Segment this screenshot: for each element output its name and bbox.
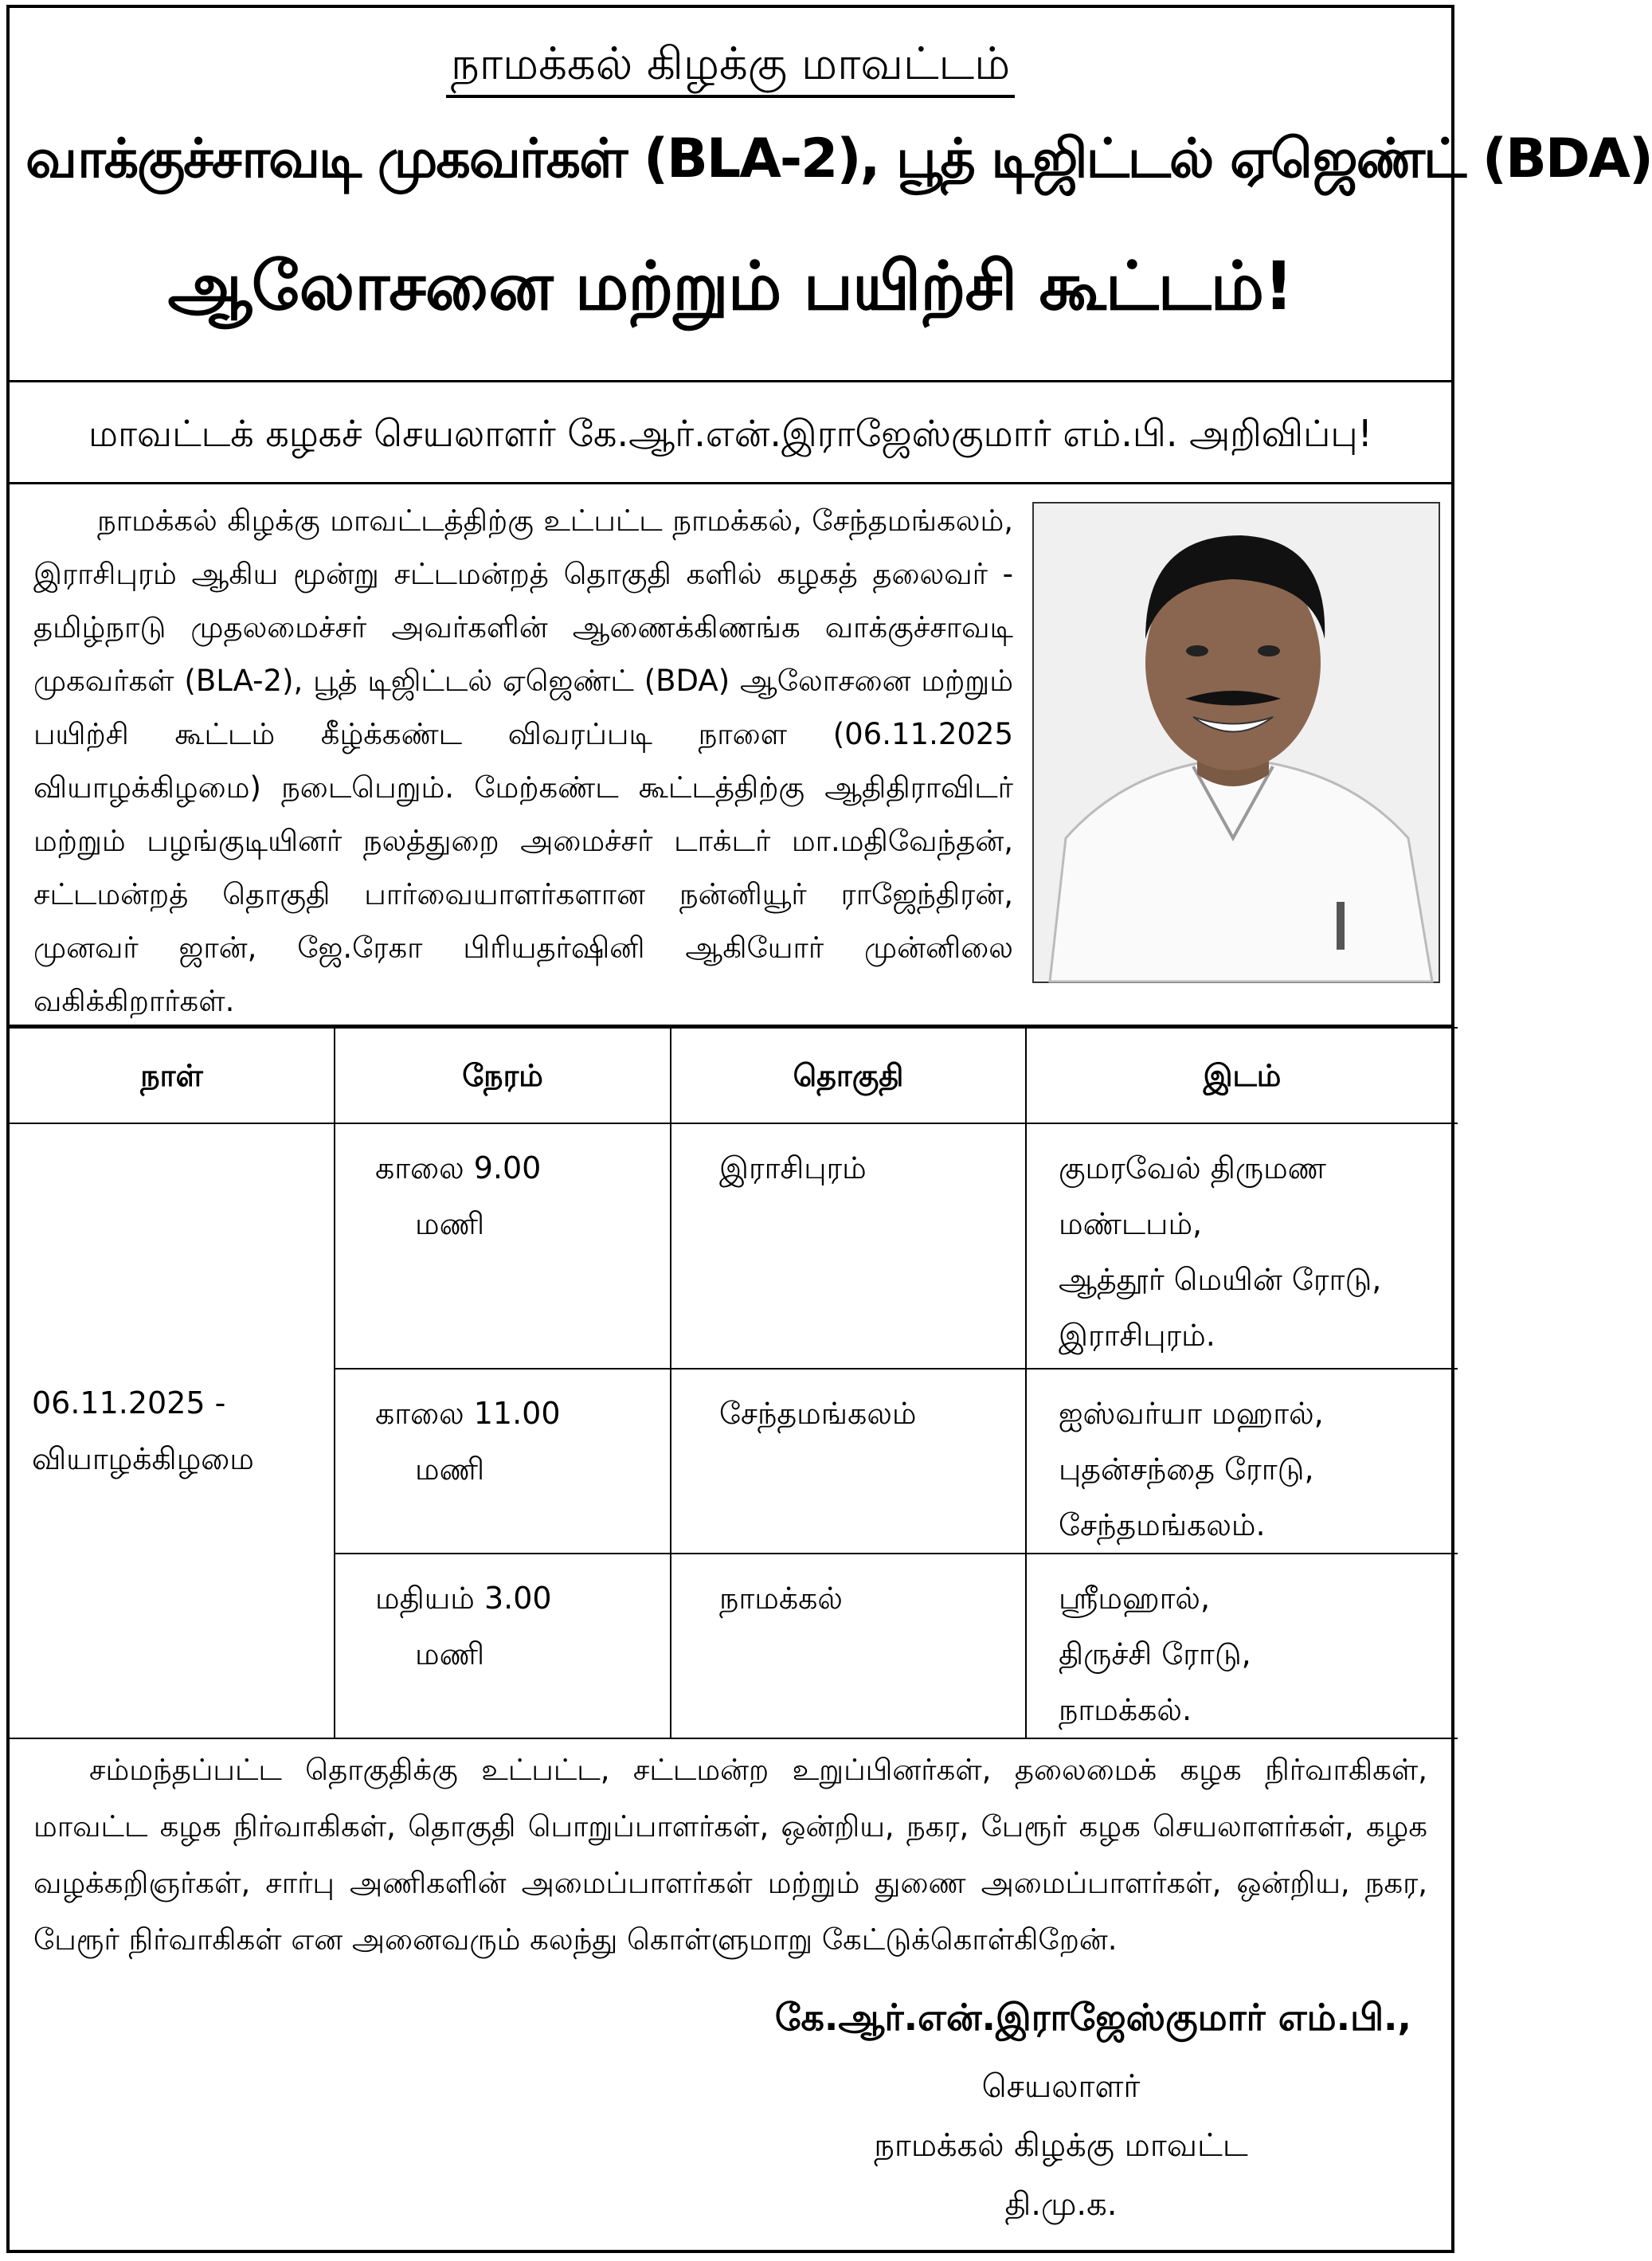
district-title: நாமக்கல் கிழக்கு மாவட்டம் [10, 38, 1451, 96]
body-paragraph [33, 494, 1013, 1028]
schedule-table [10, 1025, 1451, 1739]
venue-line: குமரவேல் திருமண [1059, 1150, 1327, 1185]
constituency-cell: இராசிபுரம் [671, 1123, 1026, 1369]
header [10, 8, 1652, 382]
time-value: காலை 9.00 [375, 1150, 542, 1185]
signatory-title: செயலாளர் [981, 2068, 1141, 2105]
time-cell [335, 1123, 671, 1369]
time-cell [335, 1554, 671, 1738]
headline-line-1: வாக்குச்சாவடி முகவர்கள் (BLA-2), பூத் டிஜிட்டல் ஏஜெண்ட் (BDA) [25, 127, 1652, 190]
table-header-row [10, 1028, 1458, 1123]
header-time: நேரம் [335, 1028, 671, 1123]
venue-cell [1026, 1369, 1458, 1554]
constituency-cell: நாமக்கல் [671, 1554, 1026, 1738]
venue-cell [1026, 1554, 1458, 1738]
venue-line: நாமக்கல். [1059, 1692, 1192, 1727]
table-row [10, 1123, 1458, 1369]
header-venue: இடம் [1026, 1028, 1458, 1123]
announcement: மாவட்டக் கழகச் செயலாளர் கே.ஆர்.என்.இராஜேஸ்குமார் எம்.பி. அறிவிப்பு! [10, 382, 1451, 484]
venue-line: மண்டபம், [1059, 1206, 1203, 1241]
time-value: மதியம் 3.00 [375, 1581, 552, 1616]
notice-page [6, 5, 1652, 2253]
time-value: காலை 11.00 [375, 1396, 561, 1431]
venue-line: திருச்சி ரோடு, [1059, 1636, 1251, 1671]
header-constituency: தொகுதி [671, 1028, 1026, 1123]
headline-line-2: ஆலோசனை மற்றும் பயிற்சி கூட்டம்! [167, 247, 1294, 325]
closing-text: சம்மந்தப்பட்ட தொகுதிக்கு உட்பட்ட, சட்டமன்ற உறுப்பினர்கள், தலைமைக் கழக நிர்வாகிகள், மாவட்ட கழக நிர்வாகிகள், தொகுதி பொறுப்பாளர்கள், ஒன்றிய, நகர, பேரூர் கழக செயலாளர்கள், கழக வழக்கறிஞர்கள், சார்பு அணிகளின் அமைப்பாளர்கள் மற்றும் துணை அமைப்பாளர்கள், ஒன்றிய, நகர, பேரூர் நிர்வாகிகள் என அனைவரும் கலந்து கொள்ளுமாறு கேட்டுக்கொள்கிறேன். [33, 1753, 1427, 1957]
signatory-party: தி.மு.க. [1004, 2186, 1118, 2223]
venue-line: இராசிபுரம். [1059, 1318, 1216, 1353]
venue-line: ஐஸ்வர்யா மஹால், [1059, 1396, 1324, 1431]
constituency-cell: சேந்தமங்கலம் [671, 1369, 1026, 1554]
header-date: நாள் [10, 1028, 335, 1123]
venue-line: சேந்தமங்கலம். [1059, 1507, 1266, 1542]
signatory-name: கே.ஆர்.என்.இராஜேஸ்குமார் எம்.பி., [774, 1996, 1411, 2039]
time-unit: மணி [415, 1636, 485, 1671]
date-cell [10, 1123, 335, 1738]
date-value: 06.11.2025 - [32, 1385, 226, 1420]
signatory-district: நாமக்கல் கிழக்கு மாவட்ட [874, 2127, 1248, 2164]
time-unit: மணி [415, 1452, 485, 1487]
time-unit: மணி [415, 1206, 485, 1241]
venue-line: ஆத்தூர் மெயின் ரோடு, [1059, 1262, 1382, 1297]
closing-paragraph [33, 1742, 1427, 1968]
venue-line: ஸ்ரீமஹால், [1059, 1581, 1211, 1616]
day-value: வியாழக்கிழமை [32, 1441, 254, 1476]
portrait-photo [1032, 502, 1440, 983]
body-text: நாமக்கல் கிழக்கு மாவட்டத்திற்கு உட்பட்ட நாமக்கல், சேந்தமங்கலம், இராசிபுரம் ஆகிய மூன்று சட்டமன்றத் தொகுதி களில் கழகத் தலைவர் - தமிழ்நாடு முதலமைச்சர் அவர்களின் ஆணைக்கிணங்க வாக்குச்சாவடி முகவர்கள் (BLA-2), பூத் டிஜிட்டல் ஏஜெண்ட் (BDA) ஆலோசனை மற்றும் பயிற்சி கூட்டம் கீழ்க்கண்ட விவரப்படி நாளை (06.11.2025 வியாழக்கிழமை) நடைபெறும். மேற்கண்ட கூட்டத்திற்கு ஆதிதிராவிடர் மற்றும் பழங்குடியினர் நலத்துறை அமைச்சர் டாக்டர் மா.மதிவேந்தன், சட்டமன்றத் தொகுதி பார்வையாளர்களான நன்னியூர் ராஜேந்திரன், முனவர் ஜான், ஜே.ரேகா பிரியதர்ஷினி ஆகியோர் முன்னிலை வகிக்கிறார்கள். [33, 504, 1013, 1018]
time-cell [335, 1369, 671, 1554]
portrait-icon [1034, 504, 1439, 982]
venue-cell [1026, 1123, 1458, 1369]
signature-block [703, 1996, 1419, 2234]
venue-line: புதன்சந்தை ரோடு, [1059, 1452, 1314, 1487]
